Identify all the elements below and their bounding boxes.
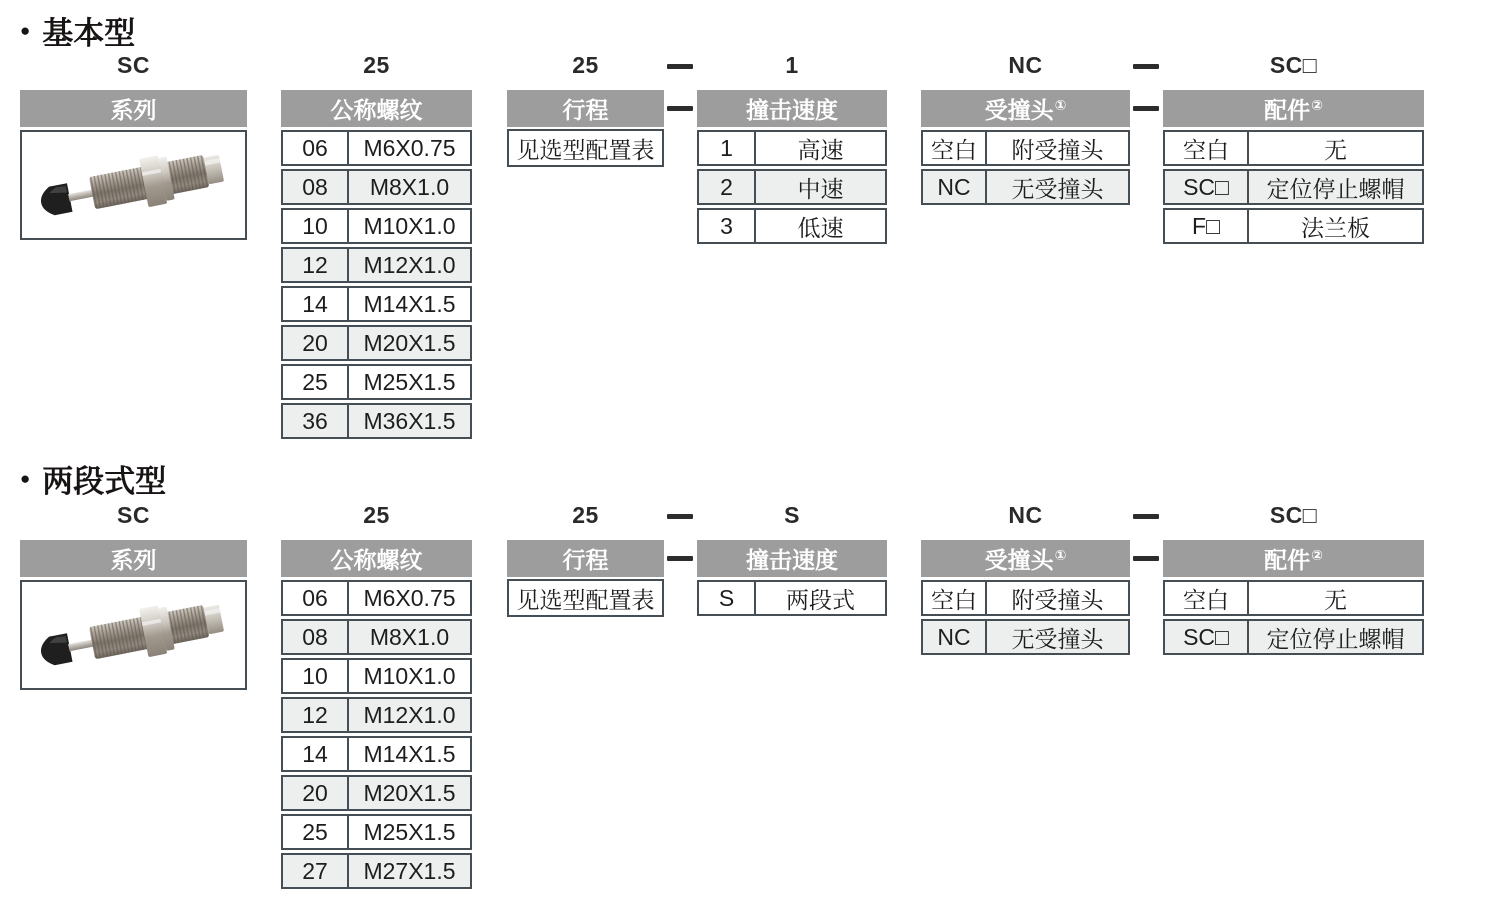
row-value-cell: 附受撞头 — [985, 132, 1128, 164]
dash-separator — [667, 64, 693, 69]
row-code-cell: S — [718, 584, 735, 611]
section-title — [20, 8, 135, 53]
table-row — [697, 580, 887, 616]
row-code-cell: 14 — [302, 290, 328, 317]
row-code-cell: 空白 — [1183, 136, 1229, 163]
header-label: 配件 — [1264, 97, 1311, 123]
column-header-stroke — [507, 90, 664, 127]
table-row — [281, 364, 472, 400]
table-row — [281, 658, 472, 694]
column-header-thread — [281, 90, 472, 127]
model-code-head: NC — [1008, 52, 1043, 78]
row-code-cell: NC — [937, 623, 971, 650]
stroke-note-text: 见选型配置表 — [516, 136, 655, 163]
shock-absorber-photo — [34, 139, 234, 231]
section-title-text: 基本型 — [42, 16, 136, 51]
row-value-cell: 无 — [1247, 582, 1422, 614]
header-label: 撞击速度 — [746, 97, 838, 123]
column-header-accessory — [1163, 540, 1424, 577]
row-code-cell: 12 — [302, 701, 328, 728]
row-value-cell: 两段式 — [754, 582, 885, 614]
row-code-cell: 25 — [302, 368, 328, 395]
header-label: 公称螺纹 — [330, 547, 423, 573]
table-row — [921, 619, 1130, 655]
header-label: 受撞头 — [984, 547, 1054, 573]
row-code-cell: F□ — [1192, 212, 1220, 239]
model-code-head: NC — [1008, 502, 1043, 528]
table-row — [281, 853, 472, 889]
table-row — [281, 403, 472, 439]
table-row — [281, 247, 472, 283]
table-row — [281, 286, 472, 322]
table-row — [697, 130, 887, 166]
column-header-thread — [281, 540, 472, 577]
row-code-cell: 14 — [302, 740, 328, 767]
row-code-cell: 08 — [302, 173, 328, 200]
model-code-speed: S — [784, 502, 800, 528]
shock-absorber-photo — [34, 589, 234, 681]
row-value-cell: M27X1.5 — [347, 855, 470, 887]
model-code-speed: 1 — [785, 52, 799, 78]
row-code-cell: 空白 — [931, 586, 977, 613]
row-value-cell: 附受撞头 — [985, 582, 1128, 614]
stroke-note-cell — [507, 579, 664, 617]
row-value-cell: M6X0.75 — [347, 582, 470, 614]
row-code-cell: 12 — [302, 251, 328, 278]
row-value-cell: M12X1.0 — [347, 699, 470, 731]
dash-separator — [667, 556, 693, 561]
table-row — [1163, 580, 1424, 616]
row-value-cell: 低速 — [754, 210, 885, 242]
table-row — [281, 208, 472, 244]
column-header-series — [20, 90, 247, 127]
row-code-cell: 10 — [302, 212, 328, 239]
table-row — [281, 775, 472, 811]
section-title — [20, 456, 166, 501]
column-header-accessory — [1163, 90, 1424, 127]
table-row — [281, 325, 472, 361]
row-value-cell: M20X1.5 — [347, 327, 470, 359]
dash-separator — [667, 106, 693, 111]
row-code-cell: 1 — [720, 134, 733, 161]
column-header-speed — [697, 90, 887, 127]
model-code-series: SC — [117, 52, 150, 78]
dash-separator — [1133, 514, 1159, 519]
row-code-cell: 20 — [302, 329, 328, 356]
dash-separator — [1133, 556, 1159, 561]
table-row — [281, 130, 472, 166]
stroke-note-text: 见选型配置表 — [516, 586, 655, 613]
header-label: 系列 — [110, 97, 157, 123]
header-label: 行程 — [562, 97, 609, 123]
row-value-cell: 高速 — [754, 132, 885, 164]
table-row — [1163, 208, 1424, 244]
table-row — [281, 619, 472, 655]
row-value-cell: M36X1.5 — [347, 405, 470, 437]
table-row — [281, 697, 472, 733]
model-code-series: SC — [117, 502, 150, 528]
row-value-cell: 无 — [1247, 132, 1422, 164]
model-code-stroke: 25 — [572, 502, 599, 528]
row-value-cell: 中速 — [754, 171, 885, 203]
row-code-cell: 20 — [302, 779, 328, 806]
column-header-series — [20, 540, 247, 577]
table-row — [281, 580, 472, 616]
row-value-cell: M12X1.0 — [347, 249, 470, 281]
header-label: 受撞头 — [984, 97, 1054, 123]
table-row — [281, 736, 472, 772]
row-value-cell: M14X1.5 — [347, 738, 470, 770]
table-row — [1163, 619, 1424, 655]
footnote-marker: ② — [1311, 546, 1323, 563]
row-code-cell: 3 — [720, 212, 733, 239]
row-code-cell: 10 — [302, 662, 328, 689]
table-row — [921, 130, 1130, 166]
product-photo-frame — [20, 130, 247, 240]
row-value-cell: 无受撞头 — [985, 171, 1128, 203]
row-value-cell: M10X1.0 — [347, 660, 470, 692]
row-value-cell: M20X1.5 — [347, 777, 470, 809]
row-value-cell: M14X1.5 — [347, 288, 470, 320]
table-row — [697, 208, 887, 244]
row-value-cell: M6X0.75 — [347, 132, 470, 164]
row-value-cell: M25X1.5 — [347, 366, 470, 398]
row-value-cell: 定位停止螺帽 — [1247, 621, 1422, 653]
model-code-stroke: 25 — [572, 52, 599, 78]
dash-separator — [667, 514, 693, 519]
table-row — [921, 169, 1130, 205]
dash-separator — [1133, 106, 1159, 111]
header-label: 公称螺纹 — [330, 97, 423, 123]
bullet-icon: ● — [20, 469, 31, 488]
row-code-cell: 06 — [302, 584, 328, 611]
row-value-cell: M10X1.0 — [347, 210, 470, 242]
stroke-note-cell — [507, 129, 664, 167]
row-code-cell: 25 — [302, 818, 328, 845]
table-row — [1163, 169, 1424, 205]
column-header-head — [921, 540, 1130, 577]
row-code-cell: 空白 — [1183, 586, 1229, 613]
model-code-accessory: SC□ — [1269, 502, 1318, 528]
model-code-thread: 25 — [363, 502, 390, 528]
row-code-cell: 2 — [720, 173, 733, 200]
row-code-cell: 36 — [302, 407, 328, 434]
section-title-text: 两段式型 — [42, 464, 167, 499]
row-code-cell: SC□ — [1183, 173, 1229, 200]
table-row — [921, 580, 1130, 616]
header-label: 配件 — [1264, 547, 1311, 573]
table-row — [697, 169, 887, 205]
row-value-cell: M8X1.0 — [347, 171, 470, 203]
header-label: 行程 — [562, 547, 609, 573]
row-code-cell: NC — [937, 173, 971, 200]
footnote-marker: ① — [1054, 96, 1067, 113]
column-header-head — [921, 90, 1130, 127]
row-code-cell: 08 — [302, 623, 328, 650]
row-value-cell: 无受撞头 — [985, 621, 1128, 653]
row-value-cell: M8X1.0 — [347, 621, 470, 653]
row-value-cell: 法兰板 — [1247, 210, 1422, 242]
table-row — [281, 169, 472, 205]
row-value-cell: M25X1.5 — [347, 816, 470, 848]
row-value-cell: 定位停止螺帽 — [1247, 171, 1422, 203]
row-code-cell: SC□ — [1183, 623, 1229, 650]
column-header-speed — [697, 540, 887, 577]
bullet-icon: ● — [20, 21, 31, 40]
row-code-cell: 空白 — [931, 136, 977, 163]
footnote-marker: ② — [1311, 96, 1323, 113]
model-code-thread: 25 — [363, 52, 390, 78]
product-photo-frame — [20, 580, 247, 690]
header-label: 撞击速度 — [746, 547, 838, 573]
table-row — [281, 814, 472, 850]
footnote-marker: ① — [1054, 546, 1067, 563]
column-header-stroke — [507, 540, 664, 577]
dash-separator — [1133, 64, 1159, 69]
header-label: 系列 — [110, 547, 157, 573]
table-row — [1163, 130, 1424, 166]
model-code-accessory: SC□ — [1269, 52, 1318, 78]
row-code-cell: 27 — [302, 857, 328, 884]
row-code-cell: 06 — [302, 134, 328, 161]
